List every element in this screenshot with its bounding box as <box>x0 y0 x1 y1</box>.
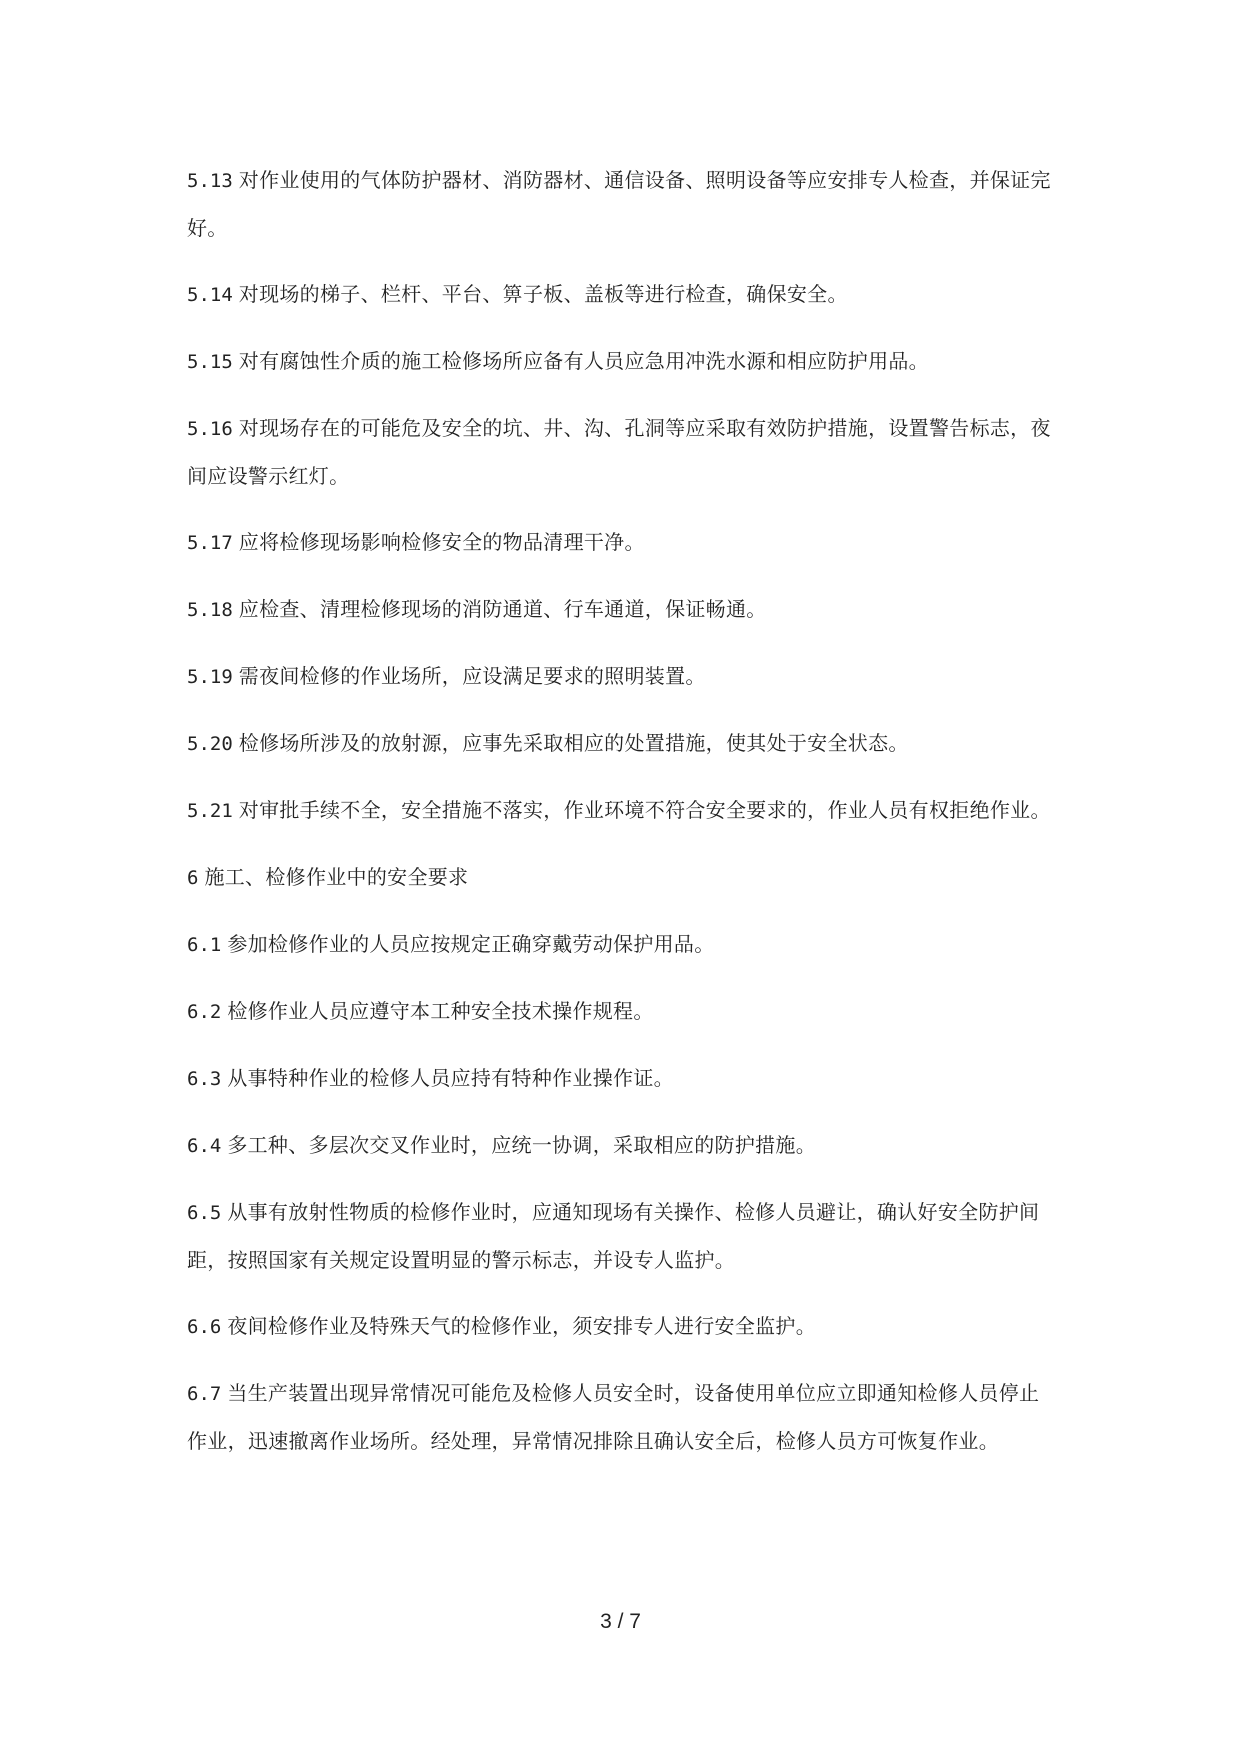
paragraph-number: 5.20 <box>187 733 233 755</box>
paragraph-number: 6.6 <box>187 1316 222 1338</box>
paragraph-number: 5.18 <box>187 599 233 621</box>
paragraph-text: 当生产装置出现异常情况可能危及检修人员安全时，设备使用单位应立即通知检修人员停止作业，迅速撤离作业场所。经处理，异常情况排除且确认安全后，检修人员方可恢复作业。 <box>187 1381 1040 1453</box>
paragraph-number: 5.13 <box>187 170 233 192</box>
paragraph-5-20 <box>187 720 1057 768</box>
paragraph-6-3 <box>187 1055 1057 1103</box>
paragraph-number: 5.16 <box>187 418 233 440</box>
paragraph-text: 参加检修作业的人员应按规定正确穿戴劳动保护用品。 <box>227 932 715 956</box>
paragraph-6-4 <box>187 1122 1057 1170</box>
paragraph-number: 5.21 <box>187 800 233 822</box>
paragraph-5-14 <box>187 271 1057 319</box>
paragraph-text: 对现场的梯子、栏杆、平台、箅子板、盖板等进行检查，确保安全。 <box>238 282 848 306</box>
paragraph-number: 5.14 <box>187 284 233 306</box>
section-number: 6 <box>187 867 199 889</box>
paragraph-number: 5.19 <box>187 666 233 688</box>
paragraph-5-17 <box>187 519 1057 567</box>
paragraph-text: 对现场存在的可能危及安全的坑、井、沟、孔洞等应采取有效防护措施，设置警告标志，夜间应设警示红灯。 <box>187 416 1051 488</box>
paragraph-number: 6.3 <box>187 1068 222 1090</box>
paragraph-6-1 <box>187 921 1057 969</box>
paragraph-text: 检修作业人员应遵守本工种安全技术操作规程。 <box>227 999 654 1023</box>
section-title: 施工、检修作业中的安全要求 <box>204 865 469 889</box>
paragraph-number: 6.1 <box>187 934 222 956</box>
paragraph-number: 5.15 <box>187 351 233 373</box>
paragraph-text: 对作业使用的气体防护器材、消防器材、通信设备、照明设备等应安排专人检查，并保证完好。 <box>187 168 1051 240</box>
paragraph-6-6 <box>187 1303 1057 1351</box>
paragraph-5-18 <box>187 586 1057 634</box>
paragraph-5-15 <box>187 338 1057 386</box>
paragraph-6-2 <box>187 988 1057 1036</box>
paragraph-text: 需夜间检修的作业场所，应设满足要求的照明装置。 <box>238 664 706 688</box>
document-body <box>187 157 1057 1484</box>
page-number: 3 / 7 <box>600 1610 641 1633</box>
section-heading-6 <box>187 854 1057 902</box>
paragraph-number: 6.4 <box>187 1135 222 1157</box>
paragraph-5-16 <box>187 405 1057 500</box>
paragraph-text: 对有腐蚀性介质的施工检修场所应备有人员应急用冲洗水源和相应防护用品。 <box>238 349 929 373</box>
paragraph-text: 检修场所涉及的放射源，应事先采取相应的处置措施，使其处于安全状态。 <box>238 731 909 755</box>
paragraph-text: 应将检修现场影响检修安全的物品清理干净。 <box>238 530 645 554</box>
paragraph-6-5 <box>187 1189 1057 1284</box>
paragraph-5-19 <box>187 653 1057 701</box>
paragraph-number: 6.7 <box>187 1383 222 1405</box>
paragraph-text: 多工种、多层次交叉作业时，应统一协调，采取相应的防护措施。 <box>227 1133 817 1157</box>
paragraph-6-7 <box>187 1370 1057 1465</box>
paragraph-text: 对审批手续不全，安全措施不落实，作业环境不符合安全要求的，作业人员有权拒绝作业。 <box>238 798 1051 822</box>
paragraph-number: 6.5 <box>187 1202 222 1224</box>
paragraph-text: 夜间检修作业及特殊天气的检修作业，须安排专人进行安全监护。 <box>227 1314 817 1338</box>
paragraph-text: 从事特种作业的检修人员应持有特种作业操作证。 <box>227 1066 674 1090</box>
paragraph-text: 从事有放射性物质的检修作业时，应通知现场有关操作、检修人员避让，确认好安全防护间距，按照国家有关规定设置明显的警示标志，并设专人监护。 <box>187 1200 1040 1272</box>
paragraph-number: 6.2 <box>187 1001 222 1023</box>
paragraph-text: 应检查、清理检修现场的消防通道、行车通道，保证畅通。 <box>238 597 767 621</box>
paragraph-number: 5.17 <box>187 532 233 554</box>
paragraph-5-13 <box>187 157 1057 252</box>
paragraph-5-21 <box>187 787 1057 835</box>
